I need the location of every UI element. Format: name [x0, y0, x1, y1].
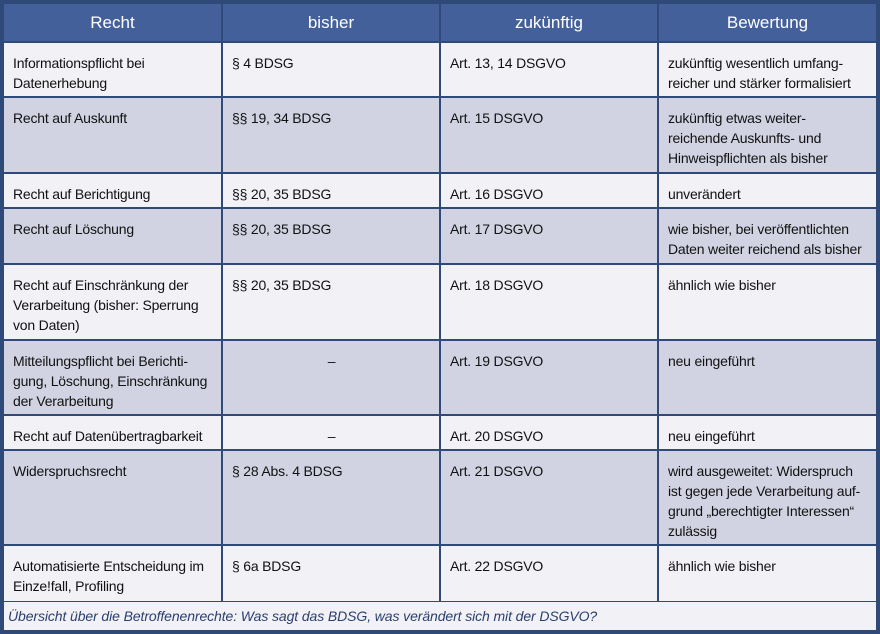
cell-zukuenftig [440, 450, 658, 545]
cell-bewertung [658, 173, 876, 208]
cell-text: zukünftig etwas weiter- reichende Auskunfts- und Hinweispflichten als bisher [668, 110, 828, 166]
cell-text: Art. 16 DSGVO [450, 186, 544, 202]
cell-text: Informationspflicht bei Datenerhebung [13, 55, 145, 91]
cell-text: wie bisher, bei veröffentlichten Daten weiter reichend als bisher [668, 221, 862, 257]
cell-text: Art. 20 DSGVO [450, 428, 544, 444]
rights-table [4, 4, 876, 601]
cell-text: Art. 22 DSGVO [450, 558, 544, 574]
cell-bewertung [658, 264, 876, 340]
cell-recht [4, 97, 222, 173]
cell-bisher [222, 42, 440, 97]
cell-text: § 4 BDSG [232, 55, 294, 71]
cell-text: Art. 21 DSGVO [450, 463, 544, 479]
cell-recht [4, 545, 222, 601]
cell-text: § 28 Abs. 4 BDSG [232, 463, 343, 479]
cell-bewertung [658, 415, 876, 450]
cell-text: wird ausgeweitet: Widerspruch ist gegen jede Verarbeitung auf- grund „berechtigter Interessen“ zulässig [668, 463, 861, 539]
table-row [4, 208, 876, 264]
cell-text: §§ 19, 34 BDSG [232, 110, 332, 126]
cell-zukuenftig [440, 264, 658, 340]
cell-text: neu eingeführt [668, 353, 755, 369]
cell-text: Recht auf Berichtigung [13, 186, 151, 202]
cell-recht [4, 264, 222, 340]
cell-bewertung [658, 340, 876, 415]
cell-text: Art. 17 DSGVO [450, 221, 544, 237]
cell-recht [4, 173, 222, 208]
cell-bisher [222, 450, 440, 545]
cell-zukuenftig [440, 173, 658, 208]
cell-text: Widerspruchsrecht [13, 463, 127, 479]
cell-bewertung [658, 450, 876, 545]
cell-text: §§ 20, 35 BDSG [232, 186, 332, 202]
cell-zukuenftig [440, 42, 658, 97]
table-row [4, 173, 876, 208]
cell-zukuenftig [440, 415, 658, 450]
cell-text: – [327, 428, 336, 444]
cell-zukuenftig [440, 208, 658, 264]
cell-text: Art. 15 DSGVO [450, 110, 544, 126]
header-row [4, 4, 876, 42]
cell-bewertung [658, 208, 876, 264]
header-recht: Recht [4, 4, 222, 42]
table-row [4, 264, 876, 340]
cell-text: Recht auf Auskunft [13, 110, 127, 126]
cell-bisher [222, 97, 440, 173]
cell-bisher [222, 415, 440, 450]
cell-text: – [327, 353, 336, 369]
table-row [4, 545, 876, 601]
table-row [4, 450, 876, 545]
cell-zukuenftig [440, 545, 658, 601]
cell-text: unverändert [668, 186, 741, 202]
cell-recht [4, 42, 222, 97]
cell-text: Art. 19 DSGVO [450, 353, 544, 369]
cell-text: Recht auf Datenübertragbarkeit [13, 428, 203, 444]
cell-text: zukünftig wesentlich umfang- reicher und stärker formalisiert [668, 55, 851, 91]
cell-recht [4, 208, 222, 264]
cell-recht [4, 450, 222, 545]
header-bisher: bisher [222, 4, 440, 42]
cell-bewertung [658, 545, 876, 601]
cell-text: Recht auf Löschung [13, 221, 134, 237]
header-bewertung: Bewertung [658, 4, 876, 42]
cell-text: neu eingeführt [668, 428, 755, 444]
cell-text: § 6a BDSG [232, 558, 302, 574]
cell-zukuenftig [440, 340, 658, 415]
table-row [4, 415, 876, 450]
cell-text: Mitteilungspflicht bei Berichti- gung, Löschung, Einschränkung der Verarbeitung [13, 353, 208, 409]
cell-bisher [222, 173, 440, 208]
cell-text: ähnlich wie bisher [668, 277, 776, 293]
cell-bisher [222, 264, 440, 340]
table-row [4, 42, 876, 97]
cell-bisher [222, 340, 440, 415]
cell-text: Recht auf Einschränkung der Verarbeitung (bisher: Sperrung von Daten) [13, 277, 199, 333]
cell-zukuenftig [440, 97, 658, 173]
cell-recht [4, 340, 222, 415]
cell-bisher [222, 545, 440, 601]
cell-bewertung [658, 97, 876, 173]
cell-text: Automatisierte Entscheidung im Einze!fall, Profiling [13, 558, 204, 594]
cell-text: §§ 20, 35 BDSG [232, 277, 332, 293]
cell-text: ähnlich wie bisher [668, 558, 776, 574]
table-row [4, 340, 876, 415]
cell-text: §§ 20, 35 BDSG [232, 221, 332, 237]
table-caption: Übersicht über die Betroffenenrechte: Was sagt das BDSG, was verändert sich mit der DSGVO? [4, 602, 876, 630]
cell-text: Art. 18 DSGVO [450, 277, 544, 293]
header-zukuenftig: zukünftig [440, 4, 658, 42]
cell-recht [4, 415, 222, 450]
cell-bisher [222, 208, 440, 264]
table-row [4, 97, 876, 173]
cell-text: Art. 13, 14 DSGVO [450, 55, 566, 71]
cell-bewertung [658, 42, 876, 97]
